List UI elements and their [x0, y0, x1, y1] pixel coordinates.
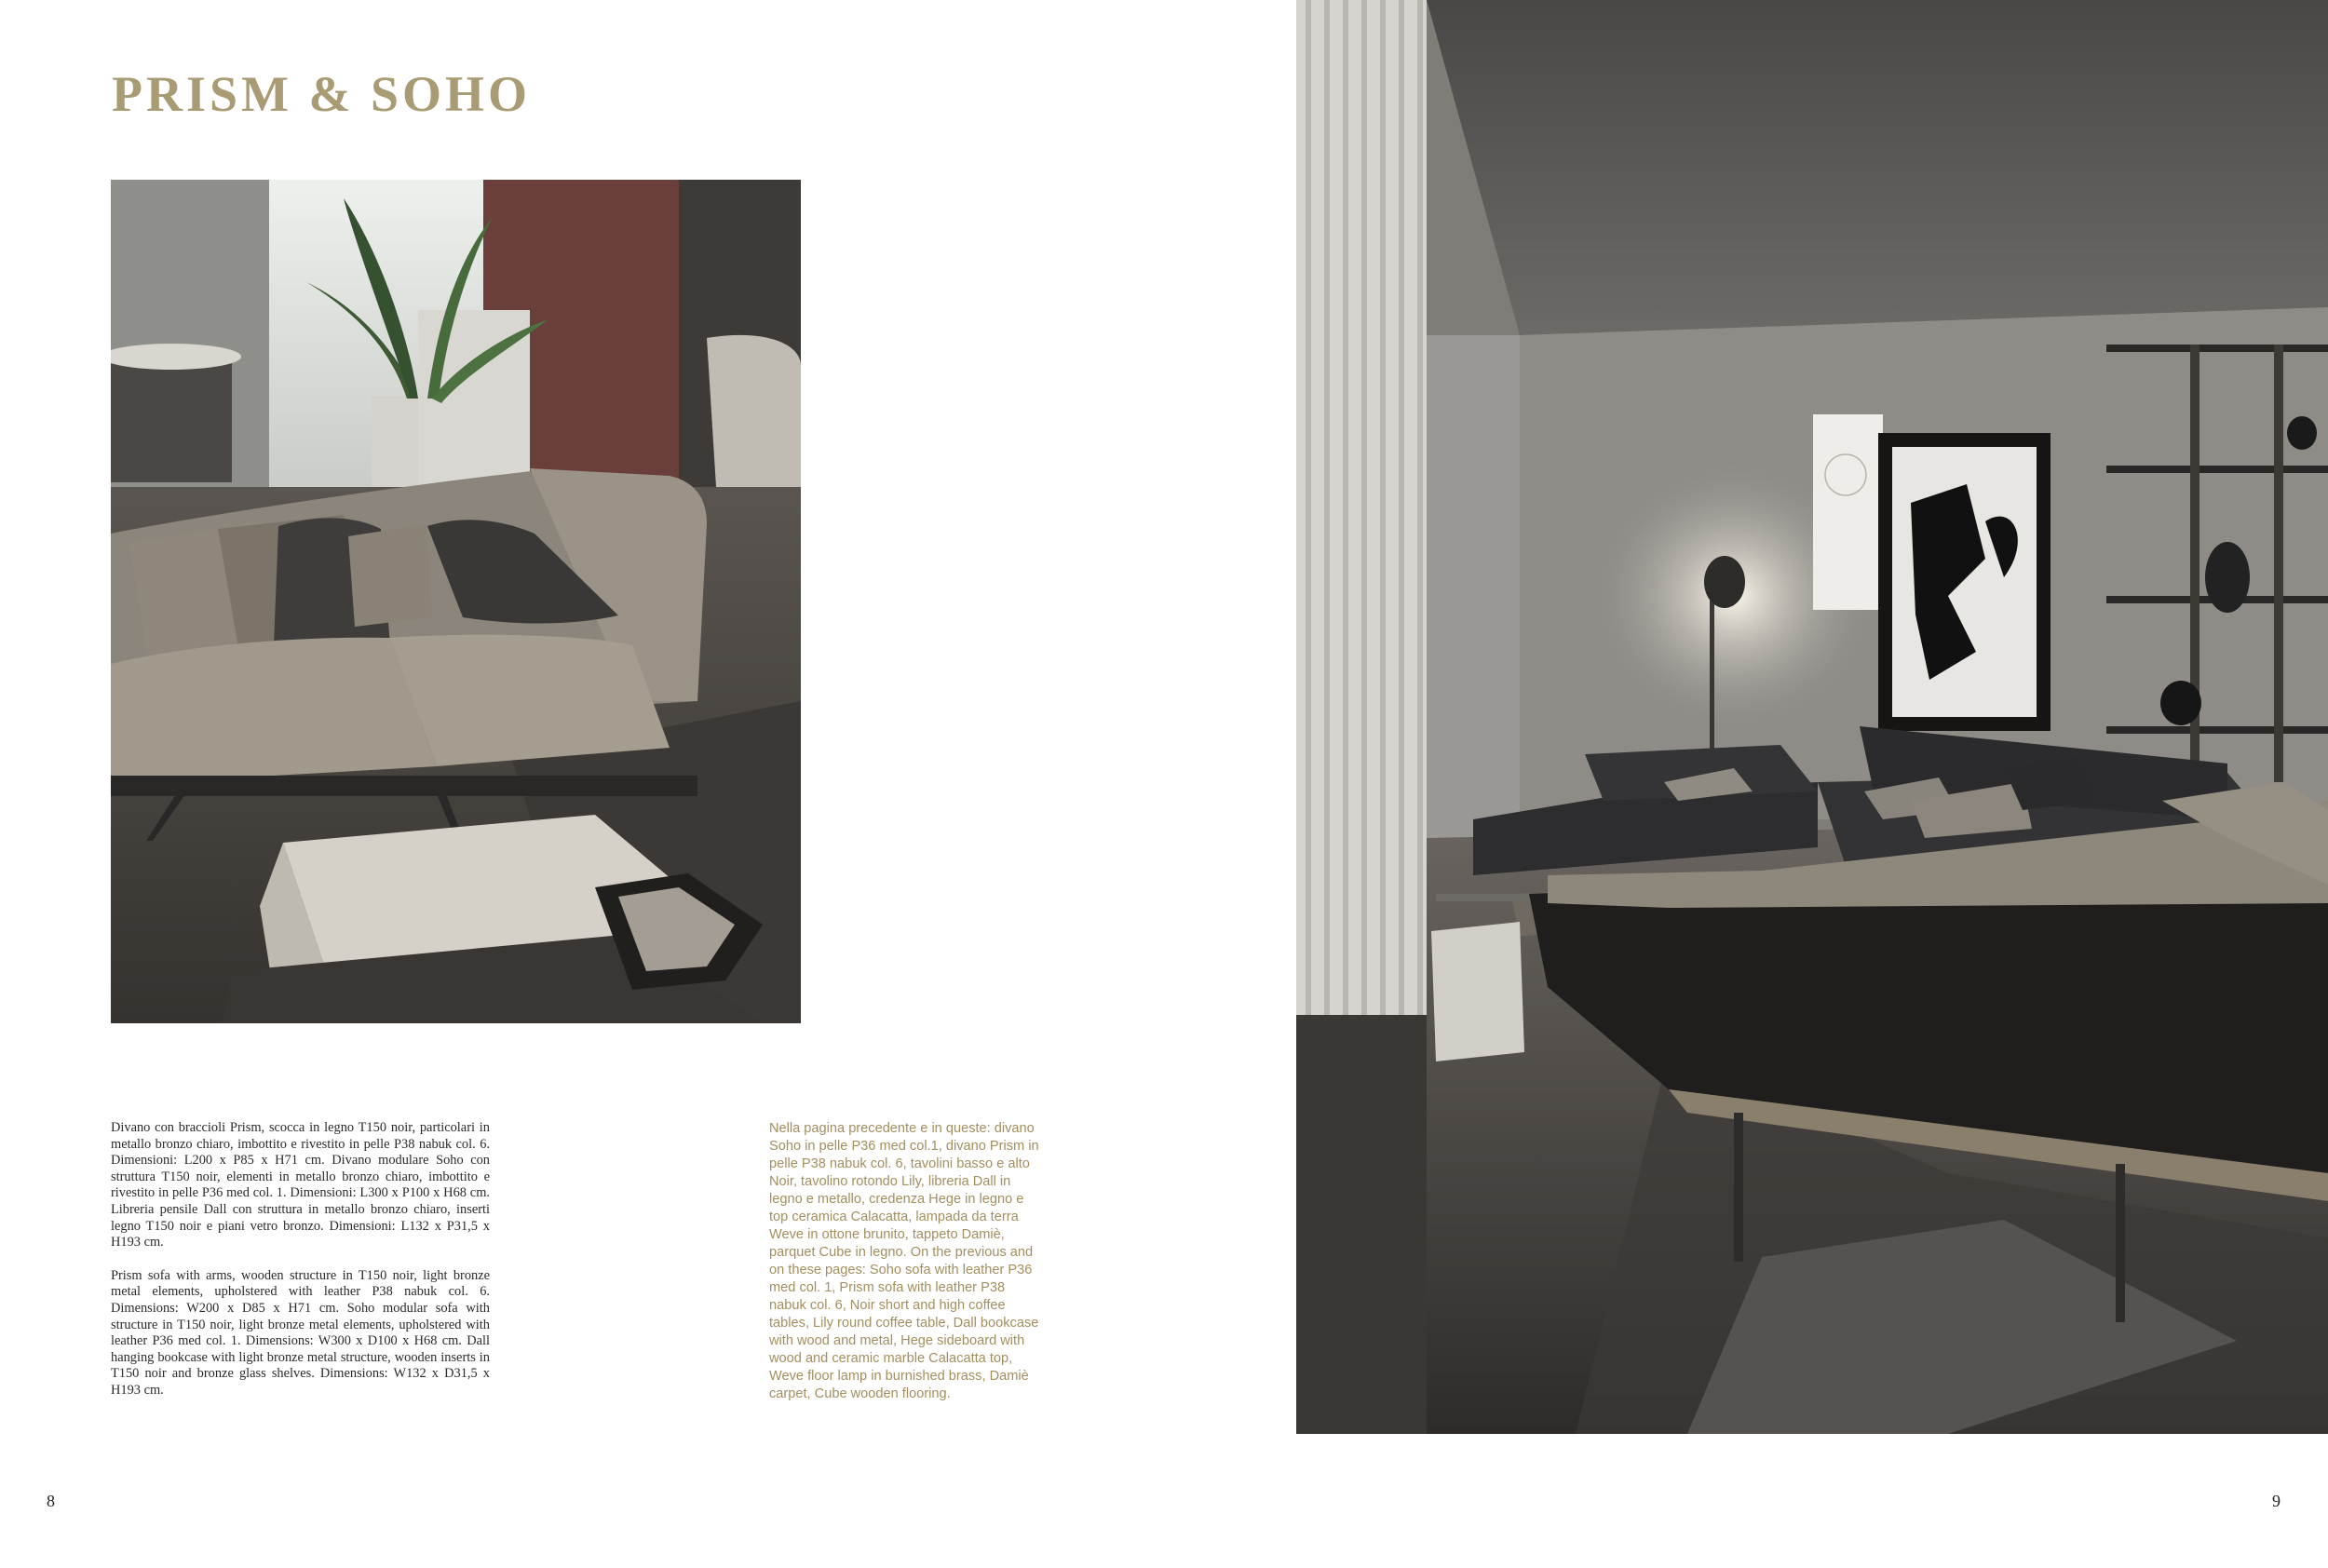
- soho-living-room-photo: [1296, 0, 2328, 1434]
- page-number-left: 8: [47, 1492, 55, 1510]
- page-title: PRISM & SOHO: [112, 66, 532, 122]
- product-description: [111, 1120, 490, 1416]
- photo-caption: Nella pagina precedente e in queste: divano Soho in pelle P36 med col.1, divano Prism in pelle P38 nabuk col. 6, tavolini basso e alto Noir, tavolino rotondo Lily, libreria Dall in legno e metallo, credenza Hege in legno e top ceramica Calacatta, lampada da terra Weve in ottone brunito, tappeto Damiè, parquet Cube in legno. On the previous and on these pages: Soho sofa with leather P36 med col. 1, Prism sofa with leather P38 nabuk col. 6, Noir short and high coffee tables, Lily round coffee table, Dall bookcase with wood and metal, Hege sideboard with wood and ceramic marble Calacatta top, Weve floor lamp in burnished brass, Damiè carpet, Cube wooden flooring.: [769, 1121, 1039, 1401]
- description-italian: Divano con braccioli Prism, scocca in legno T150 noir, particolari in metallo bronzo chiaro, imbottito e rivestito in pelle P38 nabuk col. 6. Dimensioni: L200 x P85 x H71 cm. Divano modulare Soho con struttura T150 noir, elementi in metallo bronzo chiaro, imbottito e rivestito in pelle P36 med col. 1. Dimensioni: L300 x P100 x H68 cm. Libreria pensile Dall con struttura in metallo bronzo chiaro, inserti legno T150 noir e piani vetro bronzo. Dimensioni: L132 x P31,5 x H193 cm.: [111, 1120, 490, 1250]
- description-english: Prism sofa with arms, wooden structure in T150 noir, light bronze metal elements, upholstered with leather P38 nabuk col. 6. Dimensions: W200 x D85 x H71 cm. Soho modular sofa with structure in T150 noir, light bronze metal elements, upholstered with leather P36 med col. 1. Dimensions: W300 x D100 x H68 cm. Dall hanging bookcase with light bronze metal structure, wooden inserts in T150 noir and bronze glass shelves. Dimensions: W132 x D31,5 x H193 cm.: [111, 1267, 490, 1398]
- prism-sofa-photo: [111, 180, 801, 1023]
- page-number-right: 9: [2272, 1492, 2281, 1510]
